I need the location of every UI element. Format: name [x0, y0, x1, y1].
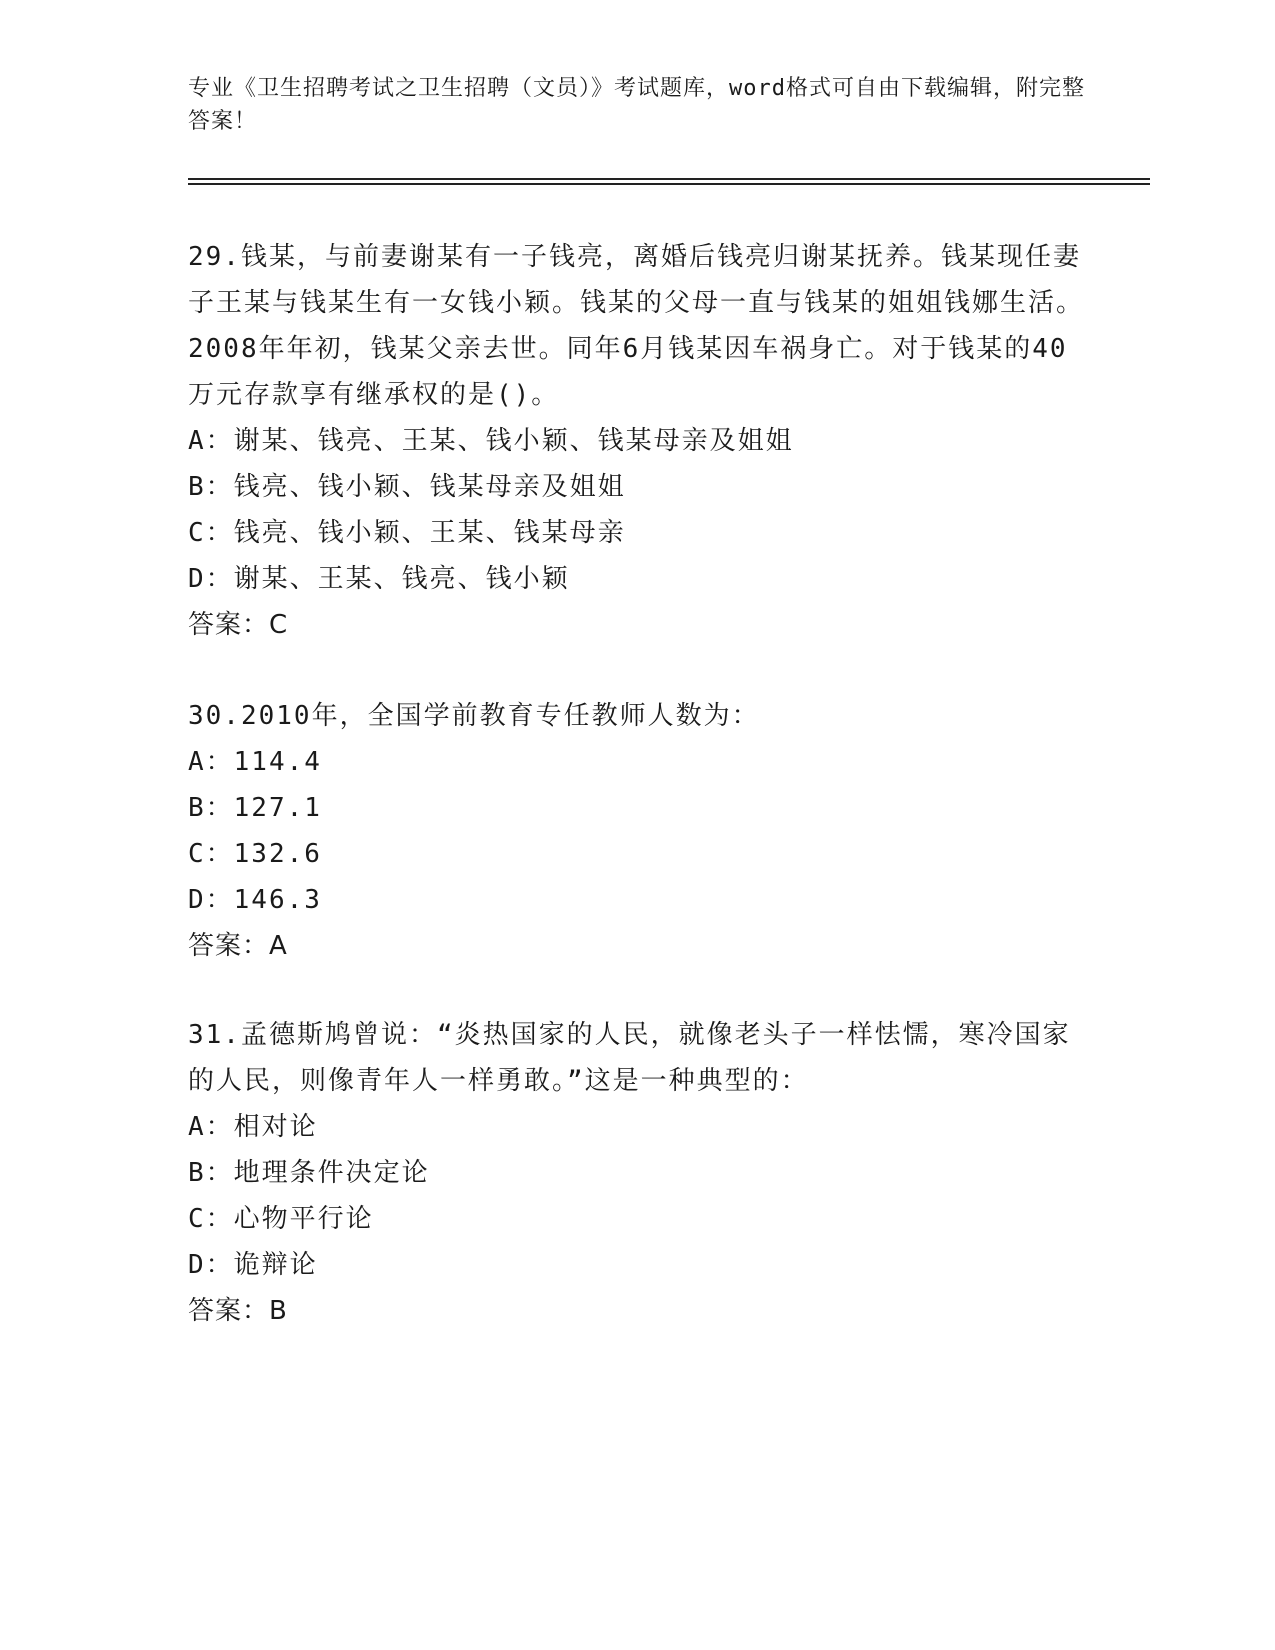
document-header	[188, 72, 1088, 138]
option-b: B：地理条件决定论	[188, 1158, 430, 1188]
answer-line: 答案：A	[188, 931, 288, 961]
option-b: B：127.1	[188, 793, 322, 823]
option-a: A：相对论	[188, 1112, 318, 1142]
option-c: C：心物平行论	[188, 1204, 374, 1234]
question-31	[188, 1012, 1088, 1334]
header-divider-top	[188, 178, 1150, 180]
question-29	[188, 234, 1088, 648]
option-b: B：钱亮、钱小颖、钱某母亲及姐姐	[188, 472, 626, 502]
option-c: C：钱亮、钱小颖、王某、钱某母亲	[188, 518, 626, 548]
answer-line: 答案：B	[188, 1296, 288, 1326]
option-d: D：谢某、王某、钱亮、钱小颖	[188, 564, 570, 594]
question-stem: 31.孟德斯鸠曾说：“炎热国家的人民，就像老头子一样怯懦，寒冷国家的人民，则像青年人一样勇敢。”这是一种典型的：	[188, 1020, 1071, 1096]
header-divider-bottom	[188, 183, 1150, 185]
option-d: D：146.3	[188, 885, 322, 915]
answer-line: 答案：C	[188, 610, 289, 640]
option-a: A：谢某、钱亮、王某、钱小颖、钱某母亲及姐姐	[188, 426, 794, 456]
question-stem: 30.2010年，全国学前教育专任教师人数为：	[188, 701, 760, 731]
option-c: C：132.6	[188, 839, 322, 869]
question-stem: 29.钱某，与前妻谢某有一子钱亮，离婚后钱亮归谢某抚养。钱某现任妻子王某与钱某生有一女钱小颖。钱某的父母一直与钱某的姐姐钱娜生活。2008年年初，钱某父亲去世。同年6月钱某因车祸身亡。对于钱某的40万元存款享有继承权的是()。	[188, 242, 1085, 410]
question-30	[188, 693, 1088, 969]
option-a: A：114.4	[188, 747, 322, 777]
option-d: D：诡辩论	[188, 1250, 318, 1280]
header-text: 专业《卫生招聘考试之卫生招聘（文员）》考试题库，word格式可自由下载编辑，附完整答案！	[188, 76, 1085, 134]
